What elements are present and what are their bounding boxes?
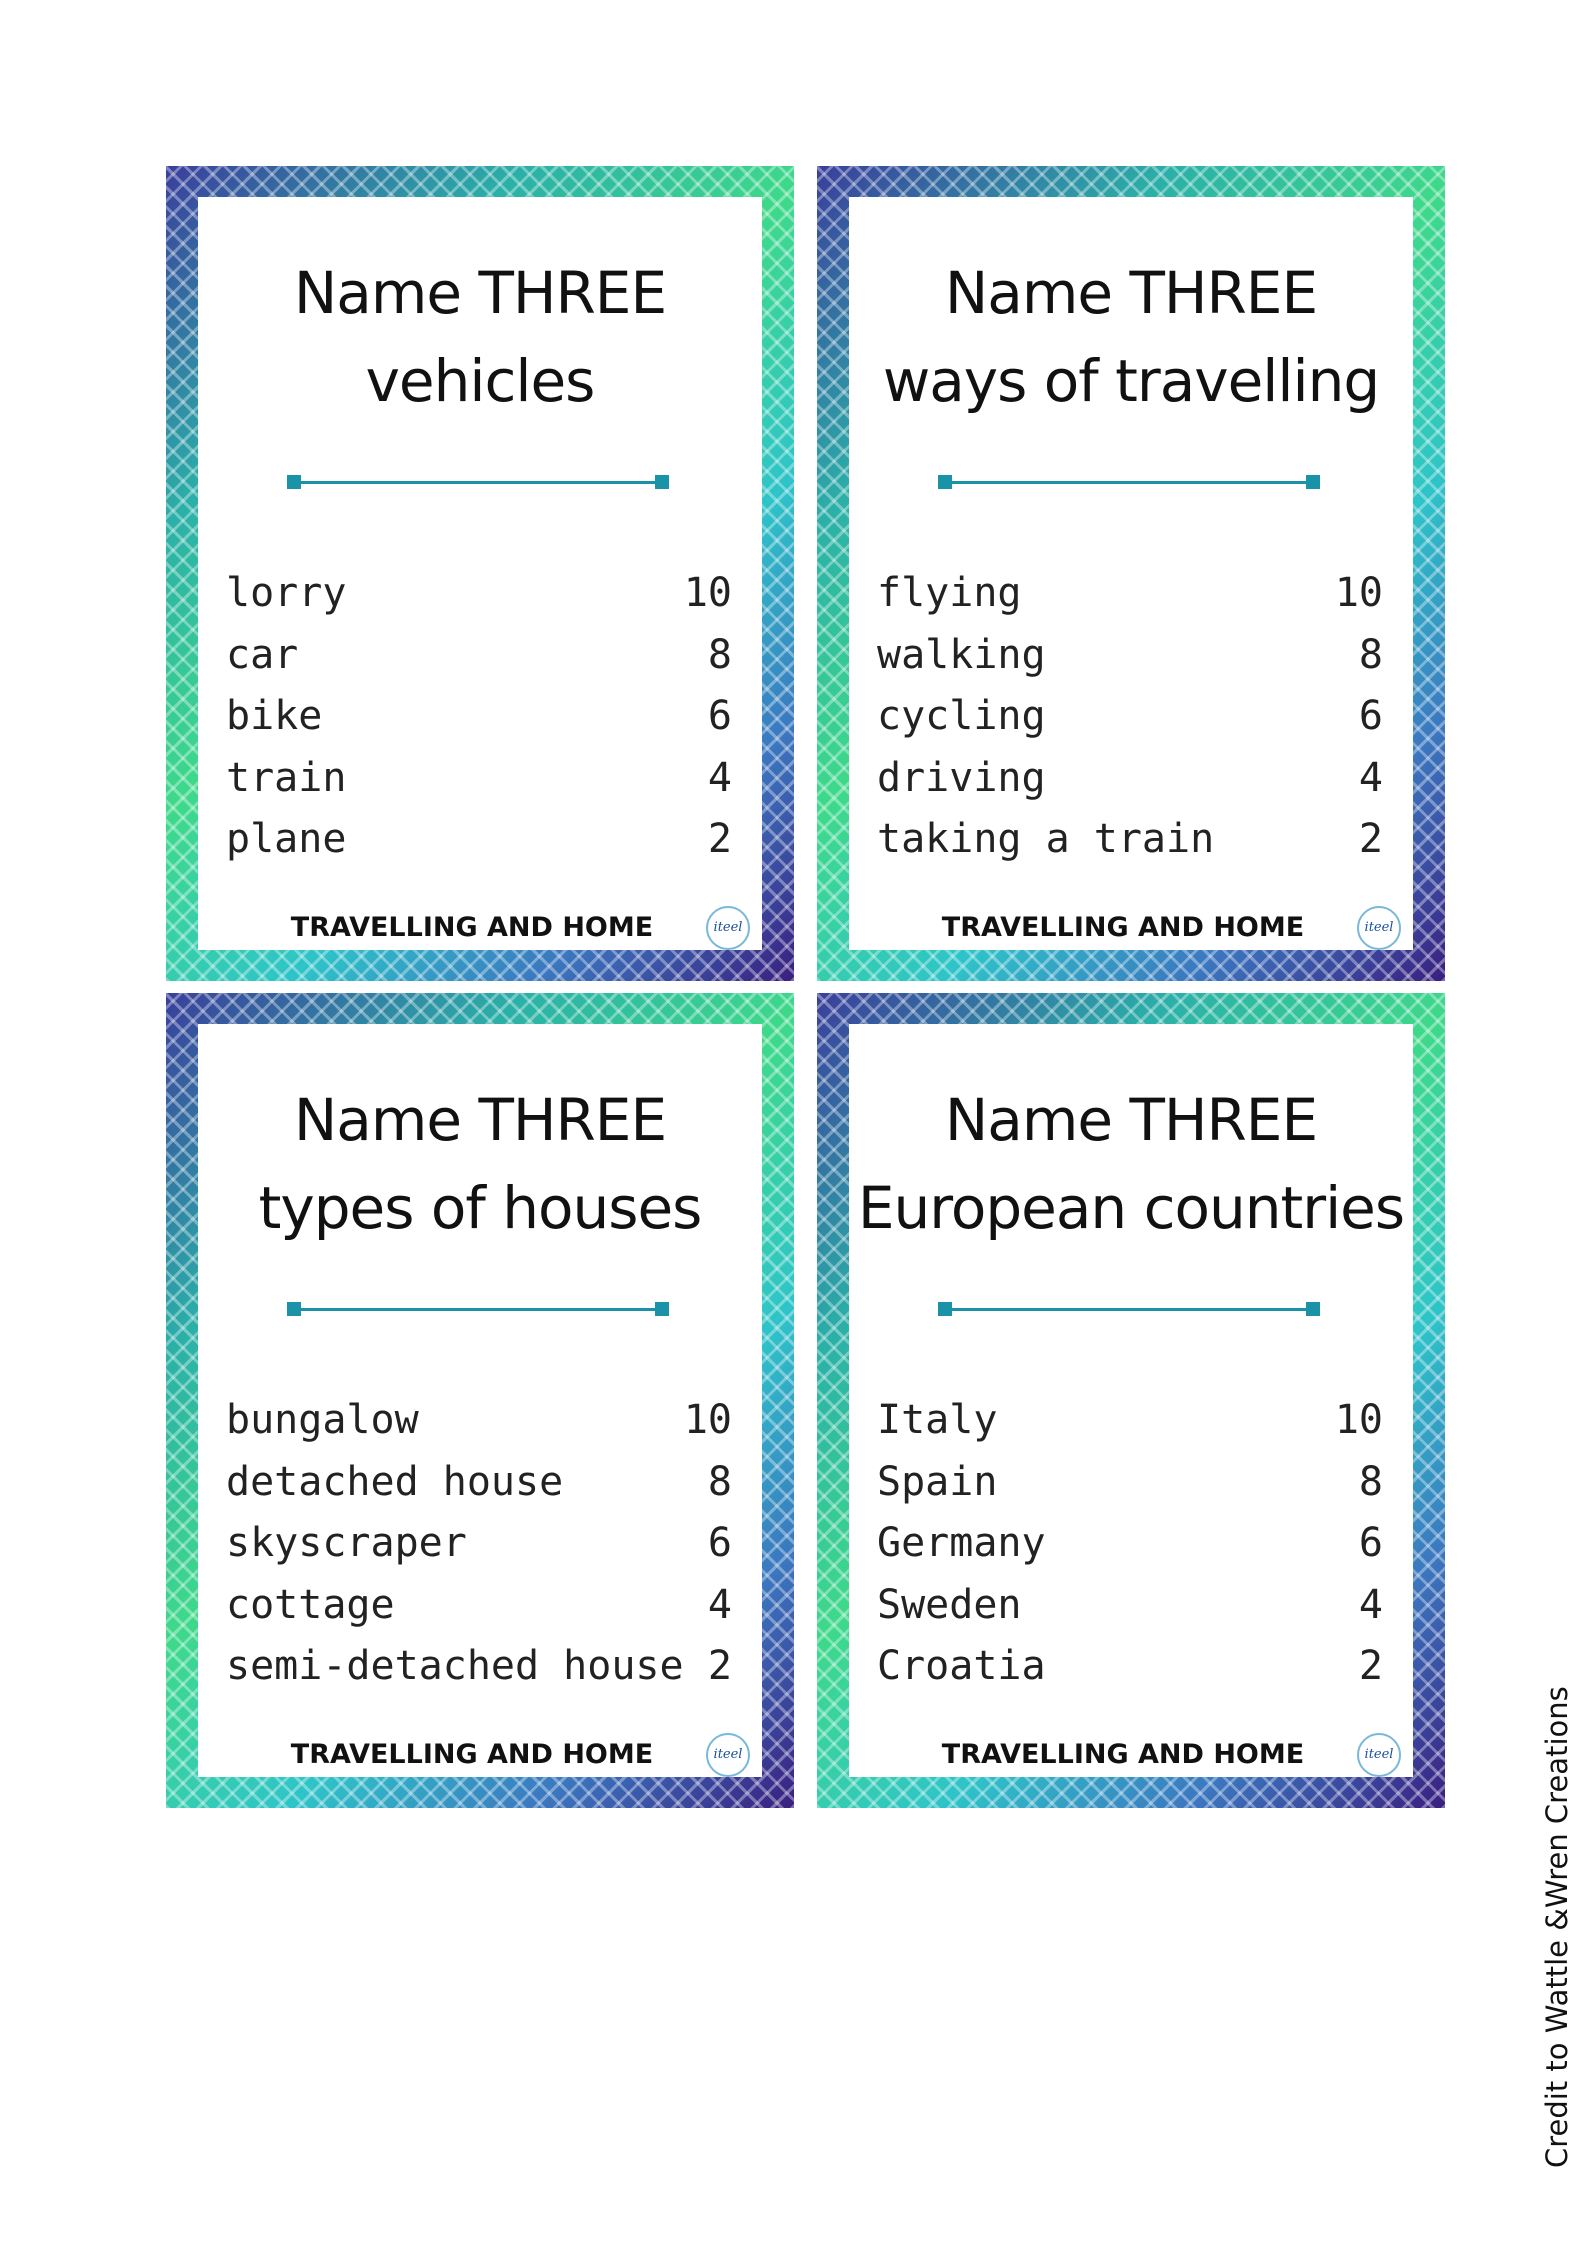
answer-row xyxy=(226,625,732,687)
answer-text: taking a train xyxy=(877,816,1215,862)
answer-row xyxy=(226,1390,732,1452)
answer-text: Spain xyxy=(877,1458,998,1505)
answer-row xyxy=(877,1636,1383,1698)
answer-points: 10 xyxy=(1334,1397,1383,1443)
answer-points: 8 xyxy=(707,631,732,678)
iteel-logo-icon: iteel xyxy=(706,906,750,950)
answer-row xyxy=(877,1390,1383,1452)
divider xyxy=(287,1302,669,1316)
answer-text: Italy xyxy=(877,1397,998,1443)
card-title-line2: vehicles xyxy=(365,347,595,415)
answer-text: flying xyxy=(877,570,1022,616)
answer-row xyxy=(877,563,1383,625)
card-title-line2: ways of travelling xyxy=(882,347,1380,415)
answer-text: train xyxy=(226,754,347,801)
answer-points: 2 xyxy=(1358,816,1383,862)
answer-text: detached house xyxy=(226,1458,564,1505)
answer-points: 2 xyxy=(707,816,732,862)
card-title xyxy=(849,249,1413,425)
answer-row xyxy=(877,686,1383,748)
answer-row xyxy=(226,686,732,748)
card-title-line1: Name THREE xyxy=(944,259,1318,327)
card-footer: TRAVELLING AND HOME xyxy=(941,1739,1305,1770)
answer-points: 10 xyxy=(1334,570,1383,616)
answer-text: Croatia xyxy=(877,1643,1046,1689)
card-footer: TRAVELLING AND HOME xyxy=(290,912,654,943)
divider xyxy=(938,475,1320,489)
card-title-line1: Name THREE xyxy=(944,1086,1318,1154)
answer-points: 2 xyxy=(1358,1643,1383,1689)
answer-points: 6 xyxy=(1358,1520,1383,1566)
answer-points: 8 xyxy=(1358,1458,1383,1505)
answer-text: bungalow xyxy=(226,1397,419,1443)
card-title xyxy=(198,249,762,425)
answer-list xyxy=(877,1390,1383,1698)
answer-points: 4 xyxy=(1358,754,1383,801)
card-ways-of-travelling xyxy=(817,166,1445,981)
answer-points: 6 xyxy=(1358,693,1383,739)
card-title-line2: types of houses xyxy=(258,1174,702,1242)
card-body xyxy=(198,197,762,950)
divider xyxy=(938,1302,1320,1316)
credit-text: Credit to Wattle &Wren Creations xyxy=(1540,1686,1574,2168)
answer-row xyxy=(877,625,1383,687)
answer-row xyxy=(226,809,732,871)
card-footer: TRAVELLING AND HOME xyxy=(941,912,1305,943)
card-types-of-houses xyxy=(166,993,794,1808)
answer-points: 4 xyxy=(707,754,732,801)
answer-text: lorry xyxy=(226,570,347,616)
answer-list xyxy=(226,1390,732,1698)
card-european-countries xyxy=(817,993,1445,1808)
answer-row xyxy=(226,1513,732,1575)
answer-points: 8 xyxy=(1358,631,1383,678)
divider xyxy=(287,475,669,489)
answer-points: 10 xyxy=(683,570,732,616)
answer-list xyxy=(226,563,732,871)
answer-text: car xyxy=(226,631,299,678)
answer-text: driving xyxy=(877,754,1046,801)
answer-row xyxy=(226,1452,732,1514)
card-vehicles xyxy=(166,166,794,981)
card-title-line1: Name THREE xyxy=(293,259,667,327)
answer-row xyxy=(226,1575,732,1637)
answer-text: cottage xyxy=(226,1581,395,1628)
card-body xyxy=(198,1024,762,1777)
answer-points: 8 xyxy=(707,1458,732,1505)
answer-points: 6 xyxy=(707,693,732,739)
answer-points: 4 xyxy=(707,1581,732,1628)
iteel-logo-icon: iteel xyxy=(1357,906,1401,950)
card-body xyxy=(849,1024,1413,1777)
answer-text: cycling xyxy=(877,693,1046,739)
answer-row xyxy=(877,1452,1383,1514)
answer-points: 6 xyxy=(707,1520,732,1566)
iteel-logo-icon: iteel xyxy=(1357,1733,1401,1777)
answer-points: 4 xyxy=(1358,1581,1383,1628)
answer-text: semi-detached house xyxy=(226,1643,684,1689)
card-body xyxy=(849,197,1413,950)
answer-text: skyscraper xyxy=(226,1520,467,1566)
card-title-line1: Name THREE xyxy=(293,1086,667,1154)
answer-points: 2 xyxy=(707,1643,732,1689)
answer-row xyxy=(226,748,732,810)
card-title xyxy=(198,1076,762,1252)
answer-row xyxy=(226,563,732,625)
card-footer: TRAVELLING AND HOME xyxy=(290,1739,654,1770)
answer-text: bike xyxy=(226,693,323,739)
answer-text: walking xyxy=(877,631,1046,678)
answer-points: 10 xyxy=(683,1397,732,1443)
answer-row xyxy=(877,1513,1383,1575)
answer-row xyxy=(877,1575,1383,1637)
card-title-line2: European countries xyxy=(857,1174,1405,1242)
answer-text: plane xyxy=(226,816,347,862)
answer-text: Germany xyxy=(877,1520,1046,1566)
card-title xyxy=(849,1076,1413,1252)
answer-text: Sweden xyxy=(877,1581,1022,1628)
answer-row xyxy=(877,748,1383,810)
answer-row xyxy=(226,1636,732,1698)
iteel-logo-icon: iteel xyxy=(706,1733,750,1777)
answer-row xyxy=(877,809,1383,871)
answer-list xyxy=(877,563,1383,871)
